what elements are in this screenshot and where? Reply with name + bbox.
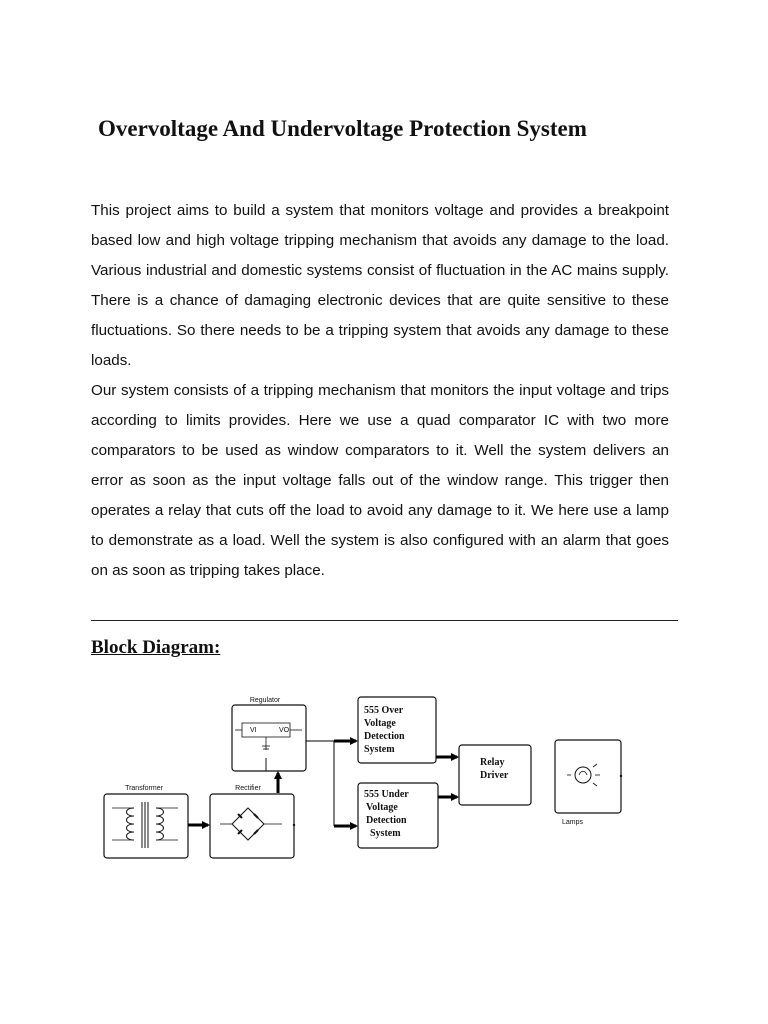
- rectifier-block: [210, 785, 295, 858]
- under-block-line-1: 555 Under: [364, 789, 409, 800]
- relay-block-line-1: Relay: [480, 757, 505, 768]
- regulator-pin-in: VI: [250, 727, 257, 734]
- under-voltage-block: [358, 783, 438, 848]
- transformer-block: [104, 785, 188, 858]
- regulator-block: [232, 697, 306, 771]
- regulator-pin-out: VO: [279, 727, 290, 734]
- relay-driver-block: [459, 745, 531, 805]
- under-block-line-2: Voltage: [366, 802, 398, 813]
- lamps-block: [555, 740, 622, 826]
- rectifier-label: Rectifier: [235, 785, 261, 792]
- body-text: [91, 196, 669, 586]
- under-block-line-4: System: [370, 828, 401, 839]
- over-voltage-block: [358, 697, 436, 763]
- over-block-line-1: 555 Over: [364, 705, 404, 716]
- over-block-line-2: Voltage: [364, 718, 396, 729]
- over-block-line-4: System: [364, 744, 395, 755]
- block-diagram: [92, 680, 680, 876]
- block-diagram-heading: Block Diagram:: [91, 637, 221, 658]
- under-block-line-3: Detection: [366, 815, 407, 826]
- paragraph-intro: This project aims to build a system that monitors voltage and provides a breakpoint based low and high voltage tripping mechanism that avoids any damage to the load. Various industrial and domestic systems consist of fluctuation in the AC mains supply. There is a chance of damaging electronic devices that are quite sensitive to these fluctuations. So there needs to be a tripping system that avoids any damage to these loads.: [91, 202, 669, 369]
- regulator-label: Regulator: [249, 697, 281, 704]
- over-block-line-3: Detection: [364, 731, 405, 742]
- transformer-label: Transformer: [125, 785, 163, 792]
- paragraph-system: Our system consists of a tripping mechanism that monitors the input voltage and trips according to limits provides. Here we use a quad comparator IC with two more comparators to be used as window comparators to it. Well the system delivers an error as soon as the input voltage falls out of the window range. This trigger then operates a relay that cuts off the load to avoid any damage to it. We here use a lamp to demonstrate as a load. Well the system is also configured with an alarm that goes on as soon as tripping takes place.: [91, 382, 669, 579]
- lamps-label: Lamps: [562, 819, 584, 826]
- relay-block-line-2: Driver: [480, 770, 509, 781]
- horizontal-divider: [91, 620, 678, 621]
- page-title: Overvoltage And Undervoltage Protection System: [98, 116, 587, 141]
